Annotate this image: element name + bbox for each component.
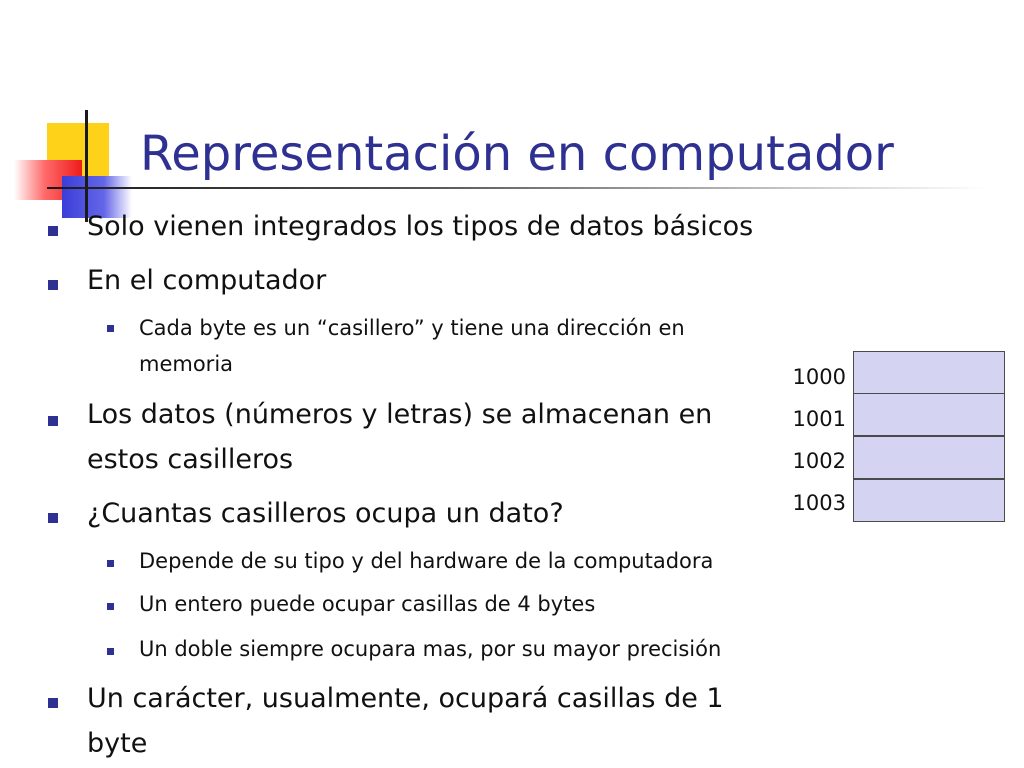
bullet-text: Los datos (números y letras) se almacenan en xyxy=(87,399,713,430)
bullet-text: estos casilleros xyxy=(87,444,294,475)
memory-cells xyxy=(853,351,1005,522)
bullet-icon xyxy=(48,280,58,290)
memory-address-label: 1003 xyxy=(792,491,846,515)
slide-title: Representación en computador xyxy=(140,126,894,182)
sub-bullet-text: Depende de su tipo y del hardware de la computadora xyxy=(139,549,714,573)
memory-address-label: 1000 xyxy=(792,365,846,389)
sub-bullet-text: Un doble siempre ocupara mas, por su mayor precisión xyxy=(139,637,722,661)
memory-cell xyxy=(853,393,1005,436)
sub-bullet-icon xyxy=(107,648,114,655)
memory-cell xyxy=(853,351,1005,394)
bullet-icon xyxy=(48,513,58,523)
bullet-icon xyxy=(48,226,58,236)
sub-bullet-icon xyxy=(107,603,114,610)
sub-bullet-text: Cada byte es un “casillero” y tiene una dirección en xyxy=(139,316,685,340)
bullet-text: Solo vienen integrados los tipos de datos básicos xyxy=(87,211,754,242)
bullet-text: Un carácter, usualmente, ocupará casillas de 1 xyxy=(87,683,724,714)
sub-bullet-icon xyxy=(107,325,114,332)
bullet-text: ¿Cuantas casilleros ocupa un dato? xyxy=(87,498,564,529)
memory-address-label: 1001 xyxy=(792,407,846,431)
bullet-icon xyxy=(48,416,58,426)
bullet-icon xyxy=(48,698,58,708)
bullet-text: En el computador xyxy=(87,265,327,296)
sub-bullet-text: Un entero puede ocupar casillas de 4 bytes xyxy=(139,592,596,616)
memory-cell xyxy=(853,479,1005,522)
memory-cell xyxy=(853,436,1005,479)
memory-address-label: 1002 xyxy=(792,449,846,473)
bullet-text: byte xyxy=(87,728,148,759)
sub-bullet-icon xyxy=(107,560,114,567)
sub-bullet-text: memoria xyxy=(139,352,234,376)
title-underline xyxy=(47,187,987,189)
